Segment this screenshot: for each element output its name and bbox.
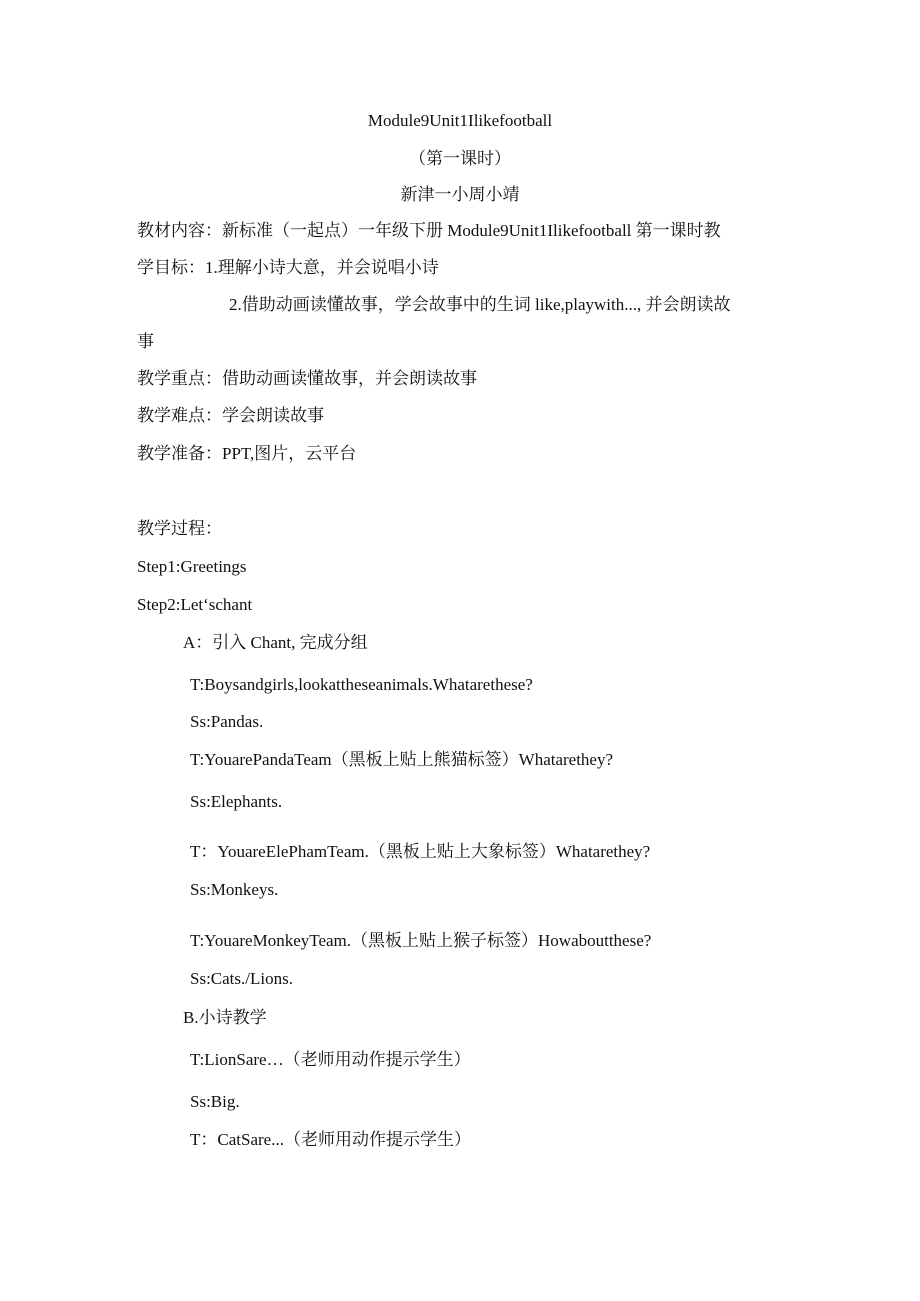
dialogue-line: Ss:Pandas. <box>190 712 264 731</box>
part-a-heading: A：引入 Chant, 完成分组 <box>183 633 368 652</box>
dialogue-line: Ss:Monkeys. <box>190 880 279 899</box>
lesson-period: （第一课时） <box>409 149 511 168</box>
dialogue-line: T:YouareMonkeyTeam.（黑板上贴上猴子标签）Howaboutthese? <box>190 931 652 950</box>
dialogue-line: Ss:Elephants. <box>190 792 283 811</box>
step-1: Step1:Greetings <box>137 557 247 576</box>
dialogue-line: T:Boysandgirls,lookattheseanimals.Whatarethese? <box>190 675 533 694</box>
step-2: Step2:Letʻschant <box>137 595 253 614</box>
difficulty-line: 教学难点：学会朗读故事 <box>137 406 324 425</box>
goal-line-2: 2.借助动画读懂故事，学会故事中的生词 like,playwith..., 并会朗读故 <box>229 295 731 314</box>
dialogue-line: Ss:Cats./Lions. <box>190 969 293 988</box>
dialogue-line: T：CatSare...（老师用动作提示学生） <box>190 1130 471 1149</box>
preparation-line: 教学准备：PPT,图片，云平台 <box>137 444 357 463</box>
key-point-line: 教学重点：借助动画读懂故事，并会朗读故事 <box>137 369 477 388</box>
dialogue-line: T:YouarePandaTeam（黑板上贴上熊猫标签）Whatarethey? <box>190 750 614 769</box>
goal-line-1: 学目标：1.理解小诗大意，并会说唱小诗 <box>137 258 439 277</box>
part-b-heading: B.小诗教学 <box>183 1008 267 1027</box>
goal-line-2-cont: 事 <box>137 332 154 351</box>
author-line: 新津一小周小靖 <box>400 185 520 204</box>
doc-title: Module9Unit1Ilikefootball <box>367 111 553 130</box>
process-heading: 教学过程： <box>137 519 222 538</box>
dialogue-line: Ss:Big. <box>190 1092 240 1111</box>
content-line: 教材内容：新标准（一起点）一年级下册 Module9Unit1Ilikefootball 第一课时教 <box>137 221 721 240</box>
dialogue-line: T：YouareElePhamTeam.（黑板上贴上大象标签）Whatarethey? <box>190 842 651 861</box>
dialogue-line: T:LionSare…（老师用动作提示学生） <box>190 1050 471 1069</box>
